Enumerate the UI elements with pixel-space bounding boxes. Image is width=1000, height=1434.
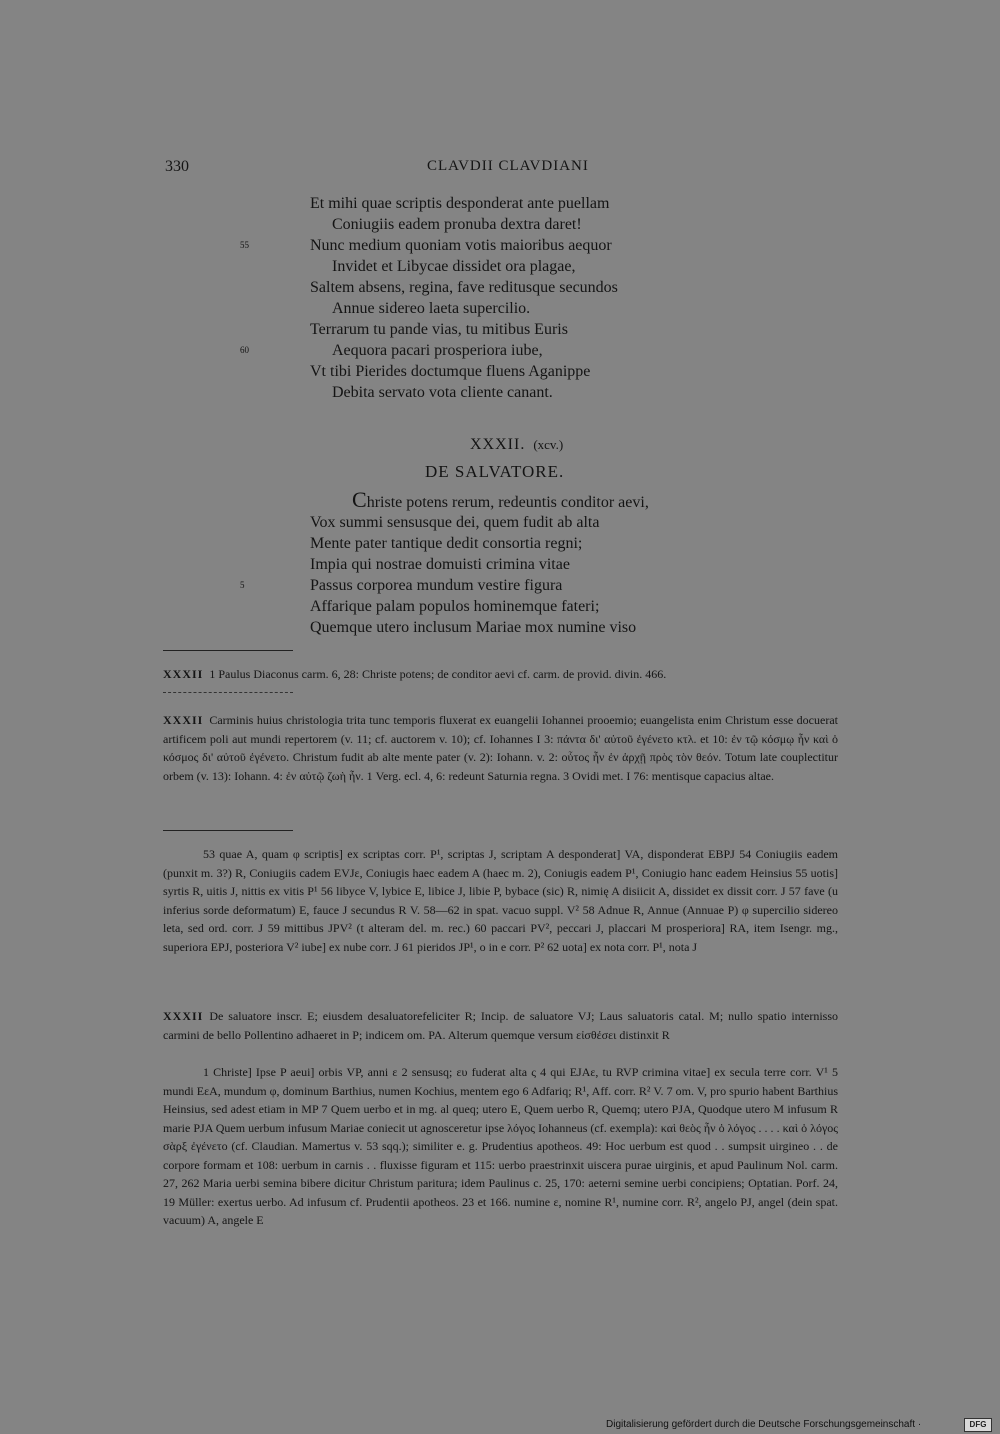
verse-line [240,554,800,575]
verse-text: Vt tibi Pierides doctumque fluens Aganippe [310,363,591,380]
divider [163,650,293,651]
apparatus-note: 1 Christe] Ipse P aeui] orbis VP, anni ε 2 sensusq; ευ fuderat alta ς 4 qui EJAε, tu RVP crimina vitae] ex secula terre corr. V¹ 5 mundi EεA, mundum φ, dominum Barthius, numen Kochius, mentem ego 6 Adfariq; R¹, Aff. corr. R² V. 7 om. V, pro spurio habent Barthius Heinsius, sed adest etiam in MP 7 Quem uerbo et in mg. al queq; utero E, Quem uerbo R, Quemq; utero PJA, Quodque utero M infusum R marie PJA Quem uerbum infusum Mariae coniecit ut agnosceretur ipse λόγος Iohanneus (cf. exempla): καὶ θεὸς ἦν ὁ λόγος . . . . καὶ ὁ λόγος σὰρξ ἐγένετο (cf. Claudian. Mamertus v. 53 sqq.); similiter e. g. Prudentius apotheos. 49: Hoc uerbum est quod . . sumpsit uirgineo . . de corpore formam et 108: uerbum in carnis . . fluxisse figuram et 115: uerbo praestrinxit uiscera purae uirginis, et apud Paulinum Nol. carm. 27, 262 Maria uerbi semina bibere dicitur Christum paritura; idem Paulinus c. 25, 170: aeterni semine uerbi concipiens; Optatian. Porf. 24, 19 Müller: exertus uerbo. Ad infusum cf. Prudentii apotheos. 23 et 166. numine ε, nomine R¹, numine corr. R², angelo PJ, angel (dein spat. vacuum) A, angele E [163,1065,838,1227]
verse-text: Coniugiis eadem pronuba dextra daret! [332,216,582,233]
verse-text: Passus corporea mundum vestire figura [310,577,563,594]
dfg-logo: DFG [964,1418,992,1432]
note-label: XXXII [163,667,204,681]
verse-block-top [240,193,800,403]
verse-text: Invidet et Libycae dissidet ora plagae, [332,258,576,275]
first-line-text: hriste potens rerum, redeuntis conditor aevi, [366,494,649,511]
note-label: XXXII [163,1009,204,1023]
verse-line [240,256,800,277]
poem-number-roman: XXXII. [470,436,526,453]
verse-text: Saltem absens, regina, fave reditusque secundos [310,279,618,296]
verse-block-poem [240,489,800,638]
note-text: 1 Paulus Diaconus carm. 6, 28: Christe potens; de conditor aevi cf. carm. de provid. divin. 466. [209,667,667,681]
digitization-credit: Digitalisierung gefördert durch die Deutsche Forschungsgemeinschaft · [606,1419,922,1430]
note-label: XXXII [163,713,204,727]
verse-text: Vox summi sensusque dei, quem fudit ab alta [310,514,600,531]
verse-line [240,489,800,512]
verse-text: Impia qui nostrae domuisti crimina vitae [310,556,570,573]
commentary-note [163,711,838,785]
verse-line [240,512,800,533]
verse-text: Affarique palam populos hominemque fateri; [310,598,600,615]
divider [163,830,293,831]
verse-line [240,575,800,596]
verse-line [240,298,800,319]
line-number: 5 [240,580,245,590]
verse-text: Terrarum tu pande vias, tu mitibus Euris [310,321,568,338]
verse-text: Aequora pacari prosperiora iube, [332,342,543,359]
verse-line [240,361,800,382]
verse-line [240,193,800,214]
note-text: De saluatore inscr. E; eiusdem desaluatorefeliciter R; Incip. de saluatore VJ; Laus saluatoris catal. M; nullo spatio internisso carmini de bello Pollentino adhaeret in P; indicem om. PA. Alterum quemque versum εἰσθέσει distinxit R [163,1009,838,1042]
verse-line [240,617,800,638]
running-head: CLAVDII CLAVDIANI [427,158,589,174]
verse-line [240,277,800,298]
verse-line [240,319,800,340]
note-text: Carminis huius christologia trita tunc temporis fluxerat ex euangelii Iohannei prooemio; euangelista enim Christum esse docuerat artificem poli aut mundi repertorem (v. 11; cf. auctorem v. 10); cf. Iohannes I 3: πάντα δι' αὐτοῦ ἐγένετο κτλ. et 10: ἐν τῷ κόσμῳ ἦν καὶ ὁ κόσμος δι' αὐτοῦ ἐγένετο. Christum fudit ab alte mente pater (v. 2): Iohann. v. 2: οὗτος ἦν ἐν ἀρχῇ πρὸς τὸν θεόν. Totum late couplectitur orbem (v. 13): Iohann. 4: ἐν αὐτῷ ζωὴ ἦν. 1 Verg. ecl. 4, 6: redeunt Saturnia regna. 3 Ovidi met. I 76: mentisque capacius altae. [163,713,838,783]
verse-text [352,489,649,513]
poem-number [470,436,563,454]
verse-line [240,214,800,235]
verse-line [240,382,800,403]
verse-line [240,596,800,617]
verse-text: Mente pater tantique dedit consortia regni; [310,535,583,552]
poem-alt-number: (xcv.) [533,437,564,452]
verse-line [240,235,800,256]
testimonia-note [163,665,838,684]
verse-line [240,533,800,554]
verse-line [240,340,800,361]
line-number: 60 [240,345,249,355]
verse-text: Et mihi quae scriptis desponderat ante puellam [310,195,610,212]
page-number: 330 [165,158,189,175]
apparatus-note: 53 quae A, quam φ scriptis] ex scriptas corr. P¹, scriptas J, scriptam A desponderat] VA, disponderat EBPJ 54 Coniugiis eadem (punxit m. 3?) R, Coniugiis cadem EVJε, Coniugis haec eadem A (haec m. 2), Coniugis eadem P¹, Coniugio hanc eadem Heinsius 55 uotis] syrtis R, uitis J, nittis ex vitis P¹ 56 libyce V, lybice E, libice J, libie P, bybace (sic) R, nimię A disiicit A, dissidet ex dissit corr. J 57 fave (u inferius sorde deformatum) E, fauce J secundus R V. 58—62 in spat. vacuo suppl. V² 58 Adnue R, Annue (Annuae P) φ supercilio sidereo leta, sed ord. corr. J 59 mittibus JPV² (t alteram del. m. rec.) 60 paccari PV², peccari J, placcari M prosperiora] RA, item Isengr. mg., superiora EPJ, posteriora V² iube] ex nube corr. J 61 pieridos JP¹, o in e corr. P² 62 uota] ex nota corr. P¹, nota J [163,847,838,954]
verse-text: Quemque utero inclusum Mariae mox numine viso [310,619,637,636]
verse-text: Annue sidereo laeta supercilio. [332,300,531,317]
initial-letter: C [352,487,367,512]
poem-title: DE SALVATORE. [425,462,565,481]
verse-text: Nunc medium quoniam votis maioribus aequor [310,237,612,254]
verse-text: Debita servato vota cliente canant. [332,384,553,401]
line-number: 55 [240,240,249,250]
divider [163,692,293,693]
apparatus-note [163,1007,838,1044]
